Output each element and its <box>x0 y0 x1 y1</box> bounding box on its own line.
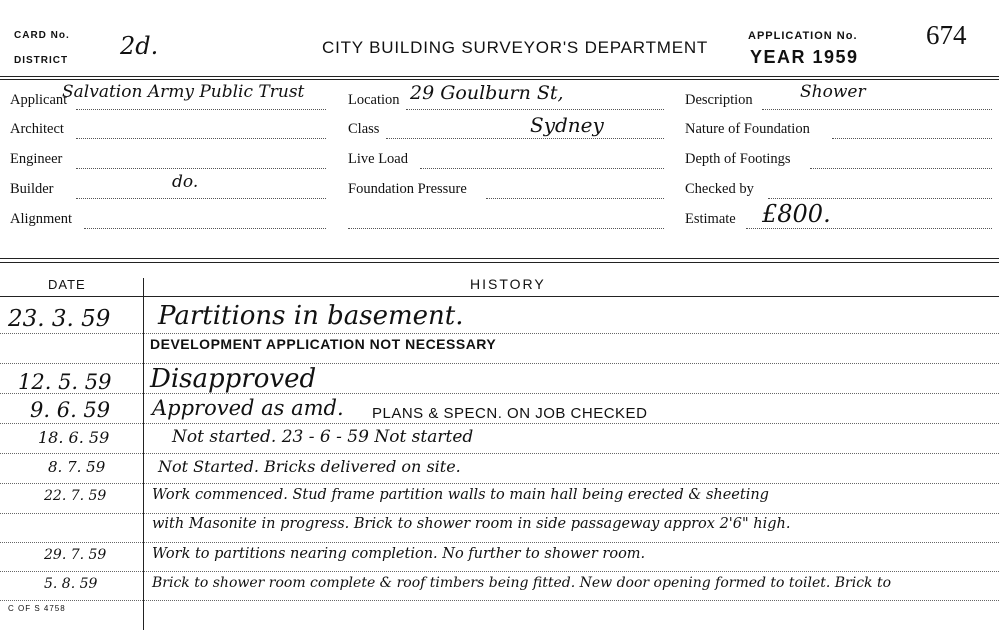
depth-of-footings-line <box>810 168 992 169</box>
nature-of-foundation-label: Nature of Foundation <box>685 121 810 137</box>
history-row-line <box>0 542 999 543</box>
history-header-rule <box>0 296 999 297</box>
nature-of-foundation-line <box>832 138 992 139</box>
date-header: DATE <box>48 277 86 292</box>
engineer-line <box>76 168 326 169</box>
district-value: 2d. <box>120 32 159 60</box>
location-line <box>406 109 664 110</box>
checked-by-line <box>768 198 992 199</box>
live-load-label: Live Load <box>348 151 408 167</box>
history-date: 5. 8. 59 <box>44 576 98 592</box>
history-date: 29. 7. 59 <box>44 547 107 563</box>
builder-label: Builder <box>10 181 54 197</box>
history-row-line <box>0 453 999 454</box>
history-entry: Approved as amd. <box>152 396 344 420</box>
history-row-line <box>0 513 999 514</box>
header-rule-2 <box>0 79 999 80</box>
department-title: CITY BUILDING SURVEYOR'S DEPARTMENT <box>322 38 709 57</box>
history-entry: Work commenced. Stud frame partition walls to main hall being erected & sheeting <box>152 487 769 503</box>
district-label: DISTRICT <box>14 55 69 66</box>
applicant-value: Salvation Army Public Trust <box>62 82 305 102</box>
applicant-line <box>76 109 326 110</box>
history-stamp: DEVELOPMENT APPLICATION NOT NECESSARY <box>150 336 497 352</box>
architect-label: Architect <box>10 121 64 137</box>
history-row-line <box>0 393 999 394</box>
foundation-pressure-line <box>486 198 664 199</box>
header-rule <box>0 76 999 77</box>
builder-line <box>76 198 326 199</box>
description-line <box>762 109 992 110</box>
col2-blank-line <box>348 228 664 229</box>
history-entry: Not Started. Bricks delivered on site. <box>158 457 461 476</box>
history-date: 8. 7. 59 <box>48 458 106 476</box>
estimate-label: Estimate <box>685 211 736 227</box>
history-row-line <box>0 571 999 572</box>
year-label: YEAR 1959 <box>750 47 859 67</box>
history-date: 23. 3. 59 <box>8 306 111 332</box>
history-entry: with Masonite in progress. Brick to shower room in side passageway approx 2'6" high. <box>152 516 791 532</box>
history-date: 22. 7. 59 <box>44 488 107 504</box>
history-top-rule-2 <box>0 262 999 263</box>
class-label: Class <box>348 121 380 137</box>
history-entry: Brick to shower room complete & roof timbers being fitted. New door opening formed to toilet. Brick to <box>152 575 892 591</box>
location-label: Location <box>348 92 400 108</box>
history-date: 12. 5. 59 <box>18 370 112 394</box>
history-date: 18. 6. 59 <box>38 428 110 447</box>
class-line <box>386 138 664 139</box>
history-entry: Partitions in basement. <box>158 301 464 331</box>
application-no-label: APPLICATION No. <box>748 30 858 42</box>
depth-of-footings-label: Depth of Footings <box>685 151 791 167</box>
history-row-line <box>0 483 999 484</box>
description-label: Description <box>685 92 753 108</box>
history-entry: Not started. 23 - 6 - 59 Not started <box>172 427 474 447</box>
history-row-line <box>0 333 999 334</box>
builder-value: do. <box>172 172 199 192</box>
alignment-line <box>84 228 326 229</box>
description-value: Shower <box>800 82 866 102</box>
history-top-rule <box>0 258 999 259</box>
card-no-label: CARD No. <box>14 30 70 41</box>
live-load-line <box>420 168 664 169</box>
history-row-line <box>0 600 999 601</box>
applicant-label: Applicant <box>10 92 68 108</box>
foundation-pressure-label: Foundation Pressure <box>348 181 467 197</box>
history-entry: Disapproved <box>150 364 317 394</box>
alignment-label: Alignment <box>10 211 73 227</box>
form-code: C OF S 4758 <box>8 604 66 613</box>
history-row-line <box>0 423 999 424</box>
estimate-value: £800. <box>762 200 831 228</box>
estimate-line <box>746 228 992 229</box>
history-header: HISTORY <box>470 276 546 292</box>
date-column-divider <box>143 278 144 630</box>
history-date: 9. 6. 59 <box>30 398 111 422</box>
architect-line <box>76 138 326 139</box>
history-stamp: PLANS & SPECN. ON JOB CHECKED <box>372 405 648 422</box>
class-value: Sydney <box>530 113 604 137</box>
history-entry: Work to partitions nearing completion. No further to shower room. <box>152 546 646 562</box>
engineer-label: Engineer <box>10 151 63 167</box>
location-value: 29 Goulburn St, <box>410 82 564 104</box>
application-number: 674 <box>926 20 967 50</box>
checked-by-label: Checked by <box>685 181 754 197</box>
